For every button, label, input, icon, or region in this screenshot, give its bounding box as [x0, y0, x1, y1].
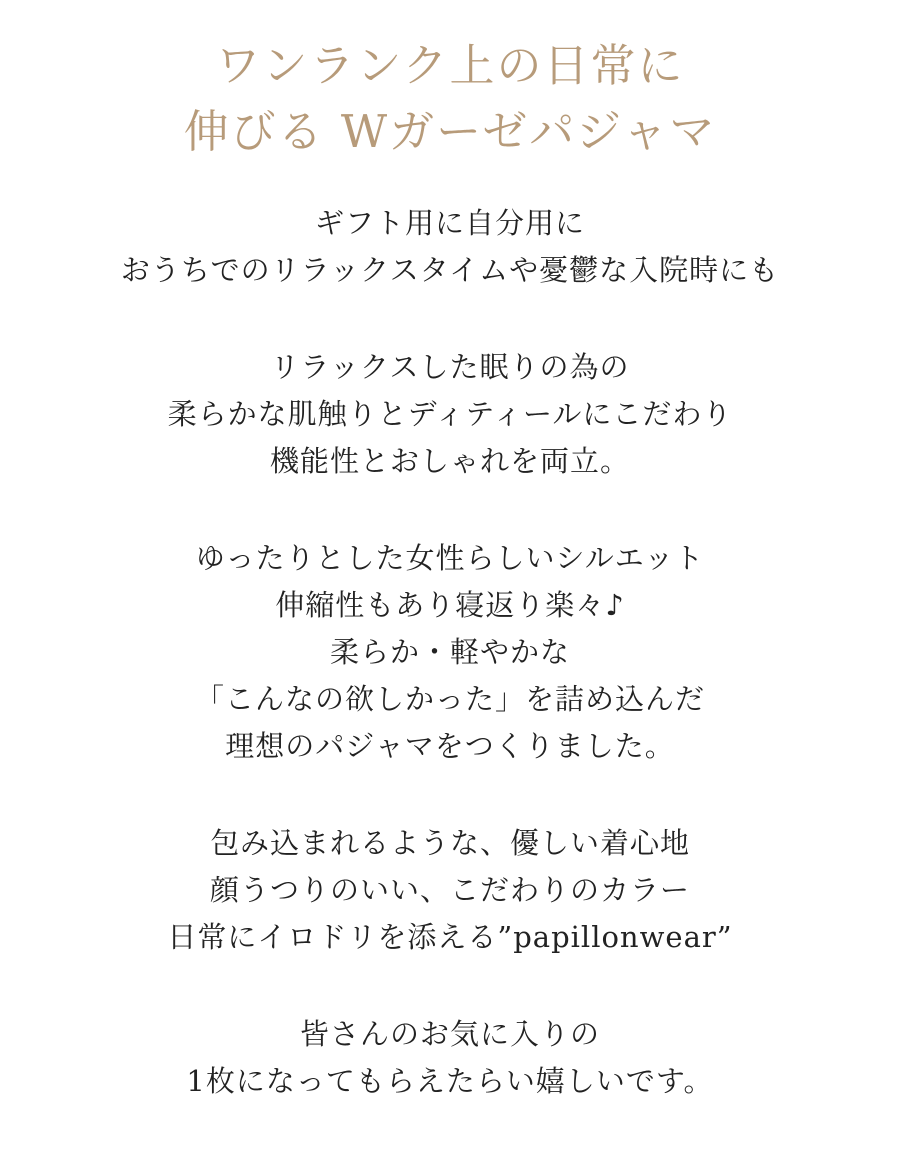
paragraph-closing: [0, 1011, 900, 1105]
body-line: リラックスした眠りの為の: [270, 350, 630, 384]
body-line: おうちでのリラックスタイムや憂鬱な入院時にも: [120, 253, 780, 287]
description-body: [0, 200, 900, 1105]
body-line: 柔らかな肌触りとディティールにこだわり: [167, 397, 733, 431]
body-line: 皆さんのお気に入りの: [299, 1017, 600, 1051]
title-line-1: ワンランク上の日常に: [215, 39, 685, 92]
body-line: 伸縮性もあり寝返り楽々♪: [275, 588, 625, 622]
paragraph-silhouette: [0, 535, 900, 770]
body-line: ゆったりとした女性らしいシルエット: [195, 541, 705, 575]
body-line: 顔うつりのいい、こだわりのカラー: [209, 873, 690, 907]
title-line-2: 伸びる Wガーゼパジャマ: [183, 105, 717, 158]
page-title: [0, 0, 900, 165]
body-line: 包み込まれるような、優しい着心地: [209, 826, 690, 860]
paragraph-relax: [0, 344, 900, 485]
body-line: 日常にイロドリを添える”papillonwear”: [167, 920, 733, 954]
body-line: 機能性とおしゃれを両立。: [269, 444, 630, 478]
body-line: 1枚になってもらえたらい嬉しいです。: [186, 1064, 714, 1098]
paragraph-gift: [0, 200, 900, 294]
body-line: 「こんなの欲しかった」を詰め込んだ: [194, 682, 705, 716]
paragraph-comfort: [0, 820, 900, 961]
body-line: 柔らか・軽やかな: [329, 635, 570, 669]
body-line: ギフト用に自分用に: [314, 206, 585, 240]
body-line: 理想のパジャマをつくりました。: [225, 729, 675, 763]
